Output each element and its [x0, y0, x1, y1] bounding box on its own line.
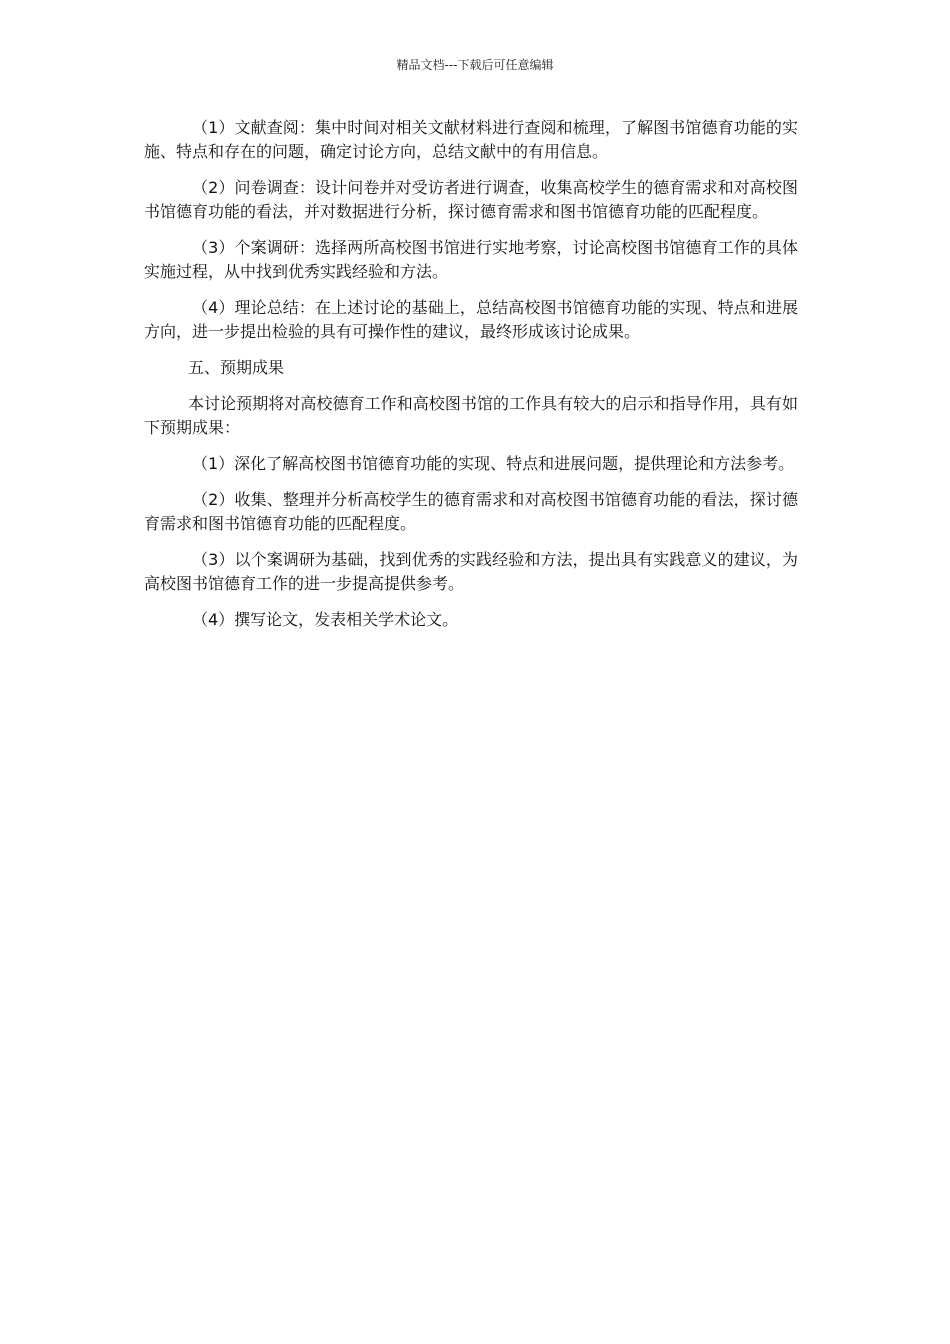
- method-case-study: （3）个案调研：选择两所高校图书馆进行实地考察，讨论高校图书馆德育工作的具体实施过程，从中找到优秀实践经验和方法。: [144, 238, 798, 281]
- method-questionnaire: （2）问卷调查：设计问卷并对受访者进行调查，收集高校学生的德育需求和对高校图书馆德育功能的看法，并对数据进行分析，探讨德育需求和图书馆德育功能的匹配程度。: [144, 178, 798, 221]
- expected-result-3: （3）以个案调研为基础，找到优秀的实践经验和方法，提出具有实践意义的建议，为高校图书馆德育工作的进一步提高提供参考。: [144, 550, 798, 593]
- method-literature-review: （1）文献查阅：集中时间对相关文献材料进行查阅和梳理，了解图书馆德育功能的实施、特点和存在的问题，确定讨论方向，总结文献中的有用信息。: [144, 118, 798, 161]
- method-theory-summary: （4）理论总结：在上述讨论的基础上，总结高校图书馆德育功能的实现、特点和进展方向，进一步提出检验的具有可操作性的建议，最终形成该讨论成果。: [144, 298, 798, 341]
- page-header: 精品文档---下载后可任意编辑: [396, 58, 554, 72]
- expected-result-4: （4）撰写论文，发表相关学术论文。: [192, 610, 459, 629]
- expected-results-intro: 本讨论预期将对高校德育工作和高校图书馆的工作具有较大的启示和指导作用，具有如下预期成果：: [144, 394, 798, 437]
- document-body: [144, 116, 798, 644]
- expected-result-2: （2）收集、整理并分析高校学生的德育需求和对高校图书馆德育功能的看法，探讨德育需求和图书馆德育功能的匹配程度。: [144, 490, 798, 533]
- expected-result-1: （1）深化了解高校图书馆德育功能的实现、特点和进展问题，提供理论和方法参考。: [192, 454, 795, 473]
- section-heading-expected-results: 五、预期成果: [188, 358, 285, 377]
